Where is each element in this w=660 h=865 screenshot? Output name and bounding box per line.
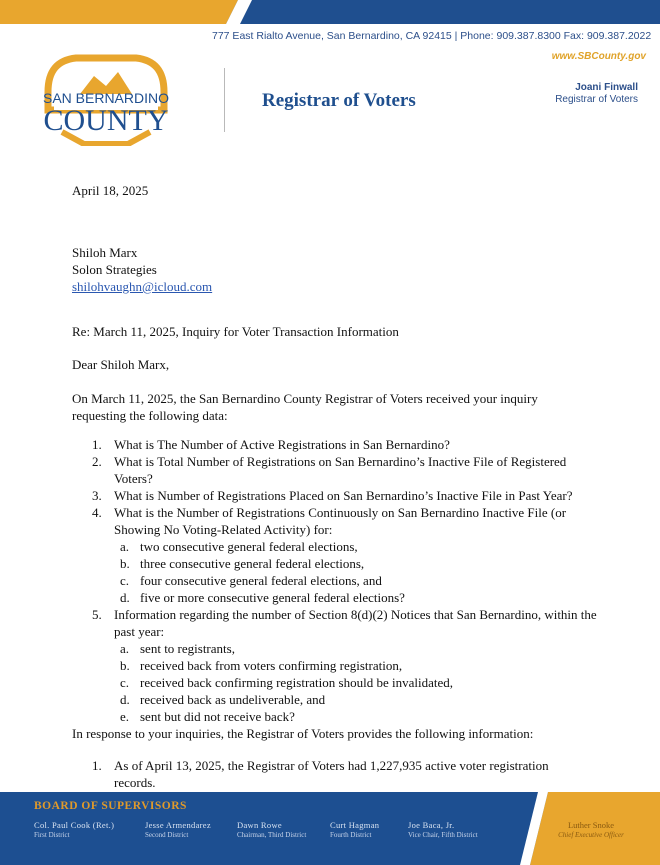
- item-text: As of April 13, 2025, the Registrar of Voters had 1,227,935 active voter registration records.: [114, 758, 549, 790]
- supervisor-3: [237, 820, 306, 840]
- list-item: 1. As of April 13, 2025, the Registrar of Voters had 1,227,935 active voter registration records.: [92, 758, 549, 790]
- sub-item-text: sent but did not receive back?: [140, 709, 295, 724]
- list-item: 2. What is Total Number of Registrations on San Bernardino’s Inactive File of Registered Voters?: [92, 454, 567, 486]
- supervisor-district: Chairman, Third District: [237, 831, 307, 839]
- item-text: What is The Number of Active Registrations in San Bernardino?: [114, 437, 450, 452]
- subject-line: Re: March 11, 2025, Inquiry for Voter Transaction Information: [72, 324, 399, 339]
- sub-item-text: two consecutive general federal elections,: [140, 539, 358, 554]
- sub-item: d. received back as undeliverable, and: [120, 692, 326, 707]
- supervisor-4: [330, 820, 379, 840]
- officer-name: Joani Finwall: [575, 82, 638, 93]
- supervisor-2: [145, 820, 211, 840]
- supervisor-1: [34, 820, 114, 840]
- contact-line: 777 East Rialto Avenue, San Bernardino, CA 92415 | Phone: 909.387.8300 Fax: 909.387.2022: [212, 30, 652, 42]
- supervisor-name: Joe Baca, Jr.: [408, 820, 455, 830]
- recipient-email-link[interactable]: shilohvaughn@icloud.com: [72, 279, 213, 294]
- item-text: Information regarding the number of Section 8(d)(2) Notices that San Bernardino, within the past year:: [114, 607, 597, 639]
- supervisor-district: Vice Chair, Fifth District: [408, 831, 478, 839]
- sub-item-text: sent to registrants,: [140, 641, 235, 656]
- seal-line2: COUNTY: [43, 104, 169, 137]
- response-paragraph: In response to your inquiries, the Registrar of Voters provides the following information:: [72, 726, 534, 741]
- ceo-block: [536, 820, 646, 840]
- list-item: 3. What is Number of Registrations Placed on San Bernardino’s Inactive File in Past Year?: [92, 488, 573, 503]
- inquiry-list: [92, 436, 602, 725]
- sub-item: b. three consecutive general federal elections,: [120, 556, 365, 571]
- item-text: What is Number of Registrations Placed on San Bernardino’s Inactive File in Past Year?: [114, 488, 573, 503]
- list-item: 5. Information regarding the number of Section 8(d)(2) Notices that San Bernardino, within the past year:: [92, 607, 597, 639]
- item-text: What is the Number of Registrations Continuously on San Bernardino Inactive File (or Showing No Voting-Related Activity) for:: [114, 505, 567, 537]
- supervisor-district: Fourth District: [330, 831, 372, 839]
- board-heading: BOARD OF SUPERVISORS: [34, 800, 187, 812]
- list-item: 1. What is The Number of Active Registrations in San Bernardino?: [92, 437, 450, 452]
- sub-item-text: three consecutive general federal elections,: [140, 556, 365, 571]
- list-item: 4. What is the Number of Registrations Continuously on San Bernardino Inactive File (or Showing No Voting-Related Activity) for:: [92, 505, 567, 537]
- answer-list: [92, 757, 592, 791]
- supervisor-name: Col. Paul Cook (Ret.): [34, 820, 115, 830]
- supervisor-5: [408, 820, 478, 840]
- sub-item-text: received back from voters confirming registration,: [140, 658, 403, 673]
- officer-title: Registrar of Voters: [555, 94, 638, 105]
- supervisor-district: First District: [34, 831, 70, 839]
- intro-paragraph: On March 11, 2025, the San Bernardino County Registrar of Voters received your inquiry requesting the following data:: [72, 391, 538, 423]
- officer-block: [555, 82, 638, 106]
- sub-item-text: four consecutive general federal elections, and: [140, 573, 382, 588]
- recipient-org: Solon Strategies: [72, 262, 157, 277]
- sub-item-text: received back confirming registration should be invalidated,: [140, 675, 453, 690]
- sub-item-text: received back as undeliverable, and: [140, 692, 326, 707]
- sub-item: e. sent but did not receive back?: [120, 709, 295, 724]
- supervisor-name: Dawn Rowe: [237, 820, 282, 830]
- header-divider: [224, 68, 225, 132]
- letter-date: April 18, 2025: [72, 183, 149, 198]
- recipient-name: Shiloh Marx: [72, 245, 138, 260]
- county-seal-logo: [18, 50, 194, 146]
- salutation: Dear Shiloh Marx,: [72, 357, 170, 372]
- sub-item: a. sent to registrants,: [120, 641, 235, 656]
- ceo-title: Chief Executive Officer: [558, 831, 624, 839]
- sub-item-text: five or more consecutive general federal elections?: [140, 590, 405, 605]
- supervisor-name: Curt Hagman: [330, 820, 380, 830]
- ceo-name: Luther Snoke: [567, 820, 615, 830]
- sub-item: b. received back from voters confirming registration,: [120, 658, 403, 673]
- header-stripe: [0, 0, 660, 24]
- sub-item: c. four consecutive general federal elections, and: [120, 573, 382, 588]
- supervisor-name: Jesse Armendarez: [145, 820, 211, 830]
- recipient-address: [72, 244, 212, 295]
- website-link[interactable]: www.SBCounty.gov: [551, 51, 646, 62]
- seal-line1: SAN BERNARDINO: [42, 90, 170, 106]
- item-text: What is Total Number of Registrations on San Bernardino’s Inactive File of Registered Voters?: [114, 454, 567, 486]
- supervisor-district: Second District: [145, 831, 189, 839]
- office-title: Registrar of Voters: [262, 90, 416, 111]
- sub-item: c. received back confirming registration should be invalidated,: [120, 675, 453, 690]
- sub-item: a. two consecutive general federal elections,: [120, 539, 358, 554]
- sub-item: d. five or more consecutive general federal elections?: [120, 590, 405, 605]
